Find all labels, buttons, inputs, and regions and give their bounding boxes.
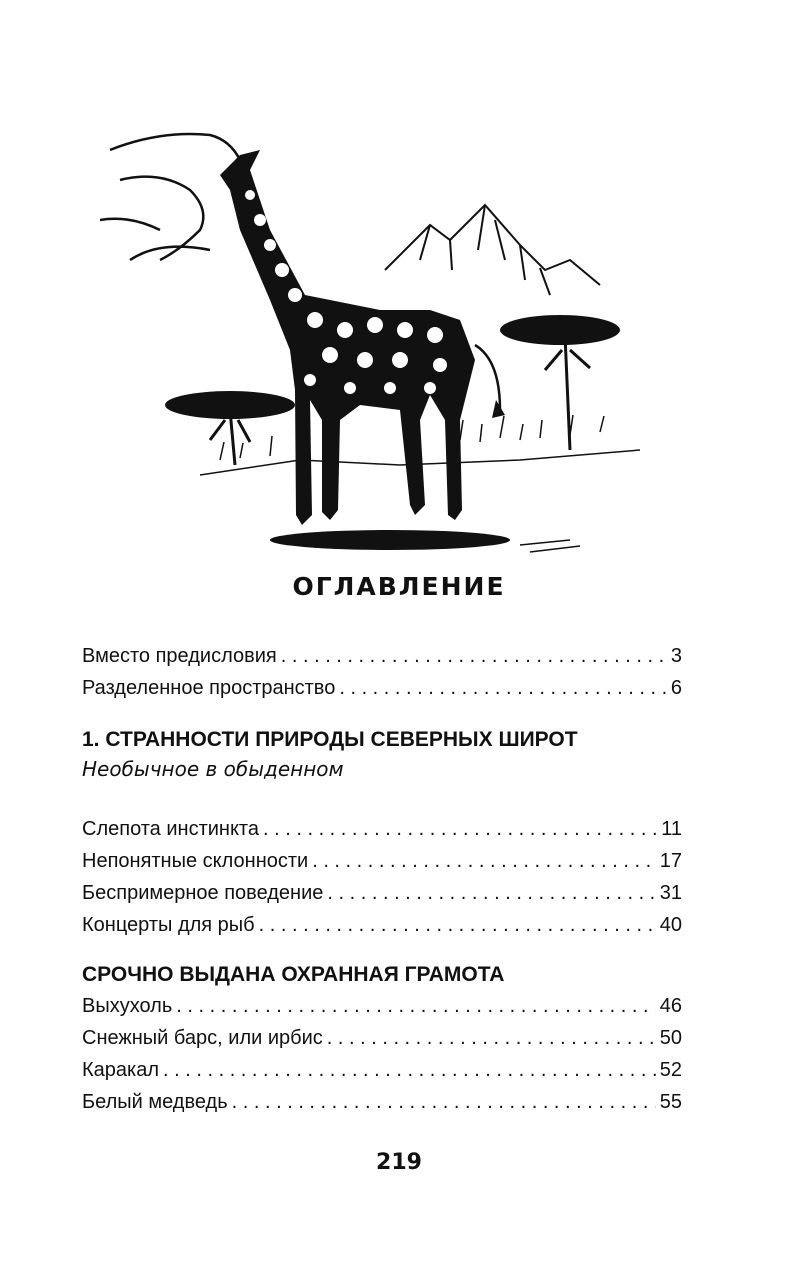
toc-intro-list (82, 640, 682, 704)
section-title: 1. СТРАННОСТИ ПРИРОДЫ СЕВЕРНЫХ ШИРОТ (82, 728, 578, 751)
toc-leader-dots (281, 640, 667, 672)
toc-entry[interactable] (82, 1086, 682, 1118)
toc-entry-title: Разделенное пространство (82, 677, 336, 699)
toc-entry-title: Беспримерное поведение (82, 882, 324, 904)
toc-entry[interactable] (82, 672, 682, 704)
toc-section-2 (82, 960, 682, 990)
toc-entry-title: Каракал (82, 1059, 160, 1081)
toc-entry-title: Вместо предисловия (82, 645, 277, 667)
page-number: 219 (376, 1150, 422, 1175)
toc-entry-title: Концерты для рыб (82, 914, 255, 936)
table-of-contents-heading: ОГЛАВЛЕНИЕ (292, 572, 506, 601)
mountain-icon (385, 205, 600, 295)
toc-leader-dots (163, 1054, 656, 1086)
toc-entry-title: Выхухоль (82, 995, 173, 1017)
toc-entry-page: 50 (659, 1027, 682, 1049)
giraffe-savanna-illustration (100, 120, 660, 570)
toc-section-1-list (82, 813, 682, 941)
toc-section-1 (82, 725, 682, 783)
toc-entry-page: 6 (670, 677, 682, 699)
toc-entry-page: 17 (659, 850, 682, 872)
toc-leader-dots (339, 672, 667, 704)
toc-leader-dots (327, 877, 655, 909)
toc-entry-title: Непонятные склонности (82, 850, 309, 872)
toc-entry[interactable] (82, 813, 682, 845)
toc-entry-page: 40 (659, 914, 682, 936)
section-subtitle: Необычное в обыденном (82, 757, 344, 781)
toc-entry[interactable] (82, 640, 682, 672)
acacia-tree-left-icon (165, 391, 295, 465)
toc-leader-dots (259, 909, 656, 941)
toc-entry-page: 11 (661, 818, 682, 840)
toc-entry-page: 55 (659, 1091, 682, 1113)
toc-entry-page: 3 (670, 645, 682, 667)
toc-entry-title: Белый медведь (82, 1091, 228, 1113)
toc-leader-dots (327, 1022, 656, 1054)
toc-entry[interactable] (82, 990, 682, 1022)
toc-section-2-list (82, 990, 682, 1118)
giraffe-icon (220, 150, 510, 550)
section-title: СРОЧНО ВЫДАНА ОХРАННАЯ ГРАМОТА (82, 963, 505, 986)
toc-leader-dots (232, 1086, 656, 1118)
toc-entry[interactable] (82, 877, 682, 909)
toc-entry-title: Снежный барс, или ирбис (82, 1027, 323, 1049)
toc-leader-dots (312, 845, 656, 877)
tree-branches-icon (100, 134, 240, 260)
toc-leader-dots (263, 813, 657, 845)
toc-entry[interactable] (82, 845, 682, 877)
acacia-tree-right-icon (500, 315, 620, 450)
toc-entry[interactable] (82, 1054, 682, 1086)
toc-leader-dots (176, 990, 655, 1022)
toc-entry[interactable] (82, 909, 682, 941)
toc-entry-page: 31 (659, 882, 682, 904)
toc-entry-page: 46 (659, 995, 682, 1017)
toc-entry-page: 52 (659, 1059, 682, 1081)
toc-entry[interactable] (82, 1022, 682, 1054)
toc-entry-title: Слепота инстинкта (82, 818, 259, 840)
